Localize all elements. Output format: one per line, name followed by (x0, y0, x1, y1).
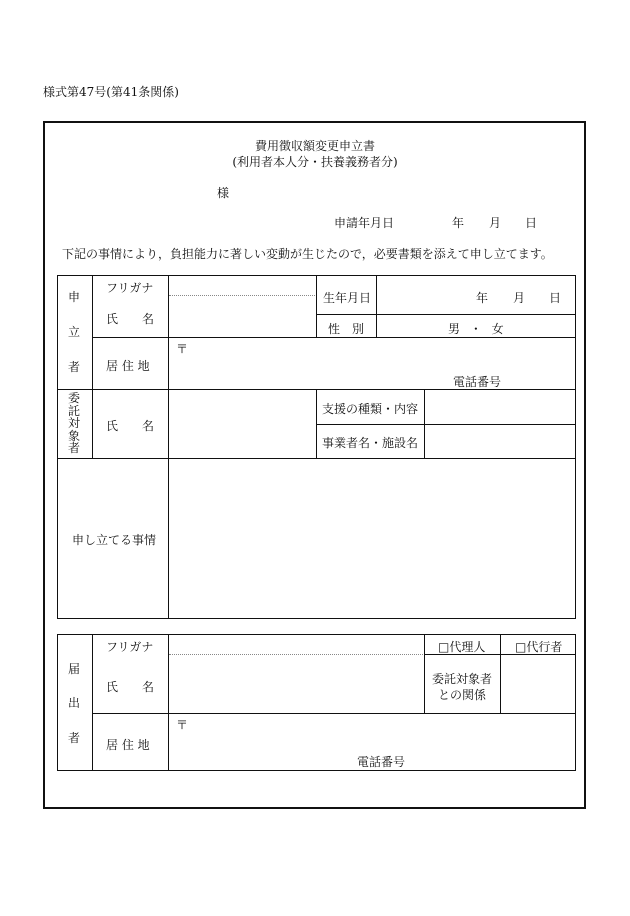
agent-checkbox[interactable]: □代行者 (515, 640, 563, 654)
support-type-field[interactable] (425, 390, 575, 424)
birth-day-label: 日 (549, 291, 562, 305)
birth-year-label: 年 (476, 291, 489, 305)
subject-section-char: 委 (67, 391, 80, 405)
reporter-section-char: 出 (67, 696, 80, 710)
table-line (57, 275, 58, 619)
relation-label-line1: 委託対象者 (432, 672, 493, 686)
provider-name-field[interactable] (425, 425, 575, 458)
subject-name-field[interactable] (169, 390, 315, 458)
table-line (57, 634, 58, 771)
gender-options[interactable]: 男 ・ 女 (448, 322, 504, 336)
table-line (169, 654, 423, 655)
table-line (575, 634, 576, 771)
applicant-name-label (106, 310, 154, 327)
support-type-label: 支援の種類・内容 (322, 402, 419, 416)
label-char: 名 (141, 419, 154, 433)
table-line (316, 314, 576, 315)
form-title: 費用徴収額変更申立書 (254, 139, 375, 153)
applicant-furigana-field[interactable] (169, 277, 315, 294)
label-char: 名 (141, 680, 154, 694)
applicant-section-char: 申 (67, 290, 80, 304)
subject-section-label (66, 392, 82, 455)
reporter-address-label: 居 住 地 (106, 738, 150, 752)
relation-label-line2: との関係 (438, 688, 487, 702)
table-line (575, 275, 576, 619)
subject-section-char: 対 (67, 416, 80, 431)
application-date-label: 申請年月日 (334, 216, 395, 230)
label-char: 別 (351, 322, 364, 336)
subject-section-char: 者 (67, 441, 80, 456)
postal-mark: 〒 (176, 342, 189, 356)
form-subtitle: (利用者本人分・扶養義務者分) (232, 155, 398, 169)
proxy-checkbox[interactable]: □代理人 (438, 640, 486, 654)
table-line (92, 713, 576, 714)
table-line (316, 389, 317, 459)
applicant-address-field[interactable] (169, 339, 575, 389)
applicant-furigana-label: フリガナ (106, 281, 154, 295)
label-char: 氏 (106, 419, 119, 433)
applicant-address-label: 居 住 地 (106, 359, 150, 373)
label-char: 氏 (106, 312, 119, 326)
table-line (57, 618, 576, 619)
reporter-phone-label: 電話番号 (357, 755, 406, 769)
label-char: 性 (328, 322, 341, 336)
application-date-month: 月 (489, 216, 502, 230)
subject-section-char: 託 (67, 403, 80, 418)
applicant-phone-label: 電話番号 (453, 375, 502, 389)
applicant-birthdate-label: 生年月日 (323, 291, 372, 305)
reporter-furigana-field[interactable] (169, 636, 423, 653)
statement-text: 下記の事情により，負担能力に著しい変動が生じたので，必要書類を添えて申し立てます。 (62, 247, 553, 261)
reporter-section-char: 者 (67, 731, 80, 745)
subject-name-label (106, 417, 154, 434)
birth-month-label: 月 (513, 291, 526, 305)
applicant-section-char: 立 (67, 325, 80, 339)
table-line (316, 275, 317, 338)
table-line (57, 634, 576, 635)
applicant-gender-label (328, 320, 364, 337)
reporter-section-char: 届 (67, 662, 80, 676)
applicant-name-field[interactable] (169, 297, 315, 337)
table-line (424, 634, 425, 714)
label-char: 氏 (106, 680, 119, 694)
reporter-name-field[interactable] (169, 656, 423, 713)
relation-field[interactable] (501, 656, 575, 713)
addressee-suffix: 様 (217, 186, 230, 200)
application-date-year: 年 (452, 216, 465, 230)
provider-name-label: 事業者名・施設名 (322, 436, 419, 450)
table-line (92, 634, 93, 771)
table-line (169, 295, 315, 296)
reason-label: 申し立てる事情 (72, 533, 157, 547)
table-line (92, 337, 576, 338)
subject-section-char: 象 (67, 428, 80, 443)
table-line (57, 770, 576, 771)
reason-field[interactable] (169, 459, 575, 618)
form-id-label: 様式第47号(第41条関係) (43, 85, 179, 99)
application-date-day: 日 (525, 216, 538, 230)
postal-mark: 〒 (176, 718, 189, 732)
table-line (92, 275, 93, 459)
reporter-furigana-label: フリガナ (106, 640, 154, 654)
label-char: 名 (141, 312, 154, 326)
reporter-name-label (106, 678, 154, 695)
applicant-section-char: 者 (67, 360, 80, 374)
